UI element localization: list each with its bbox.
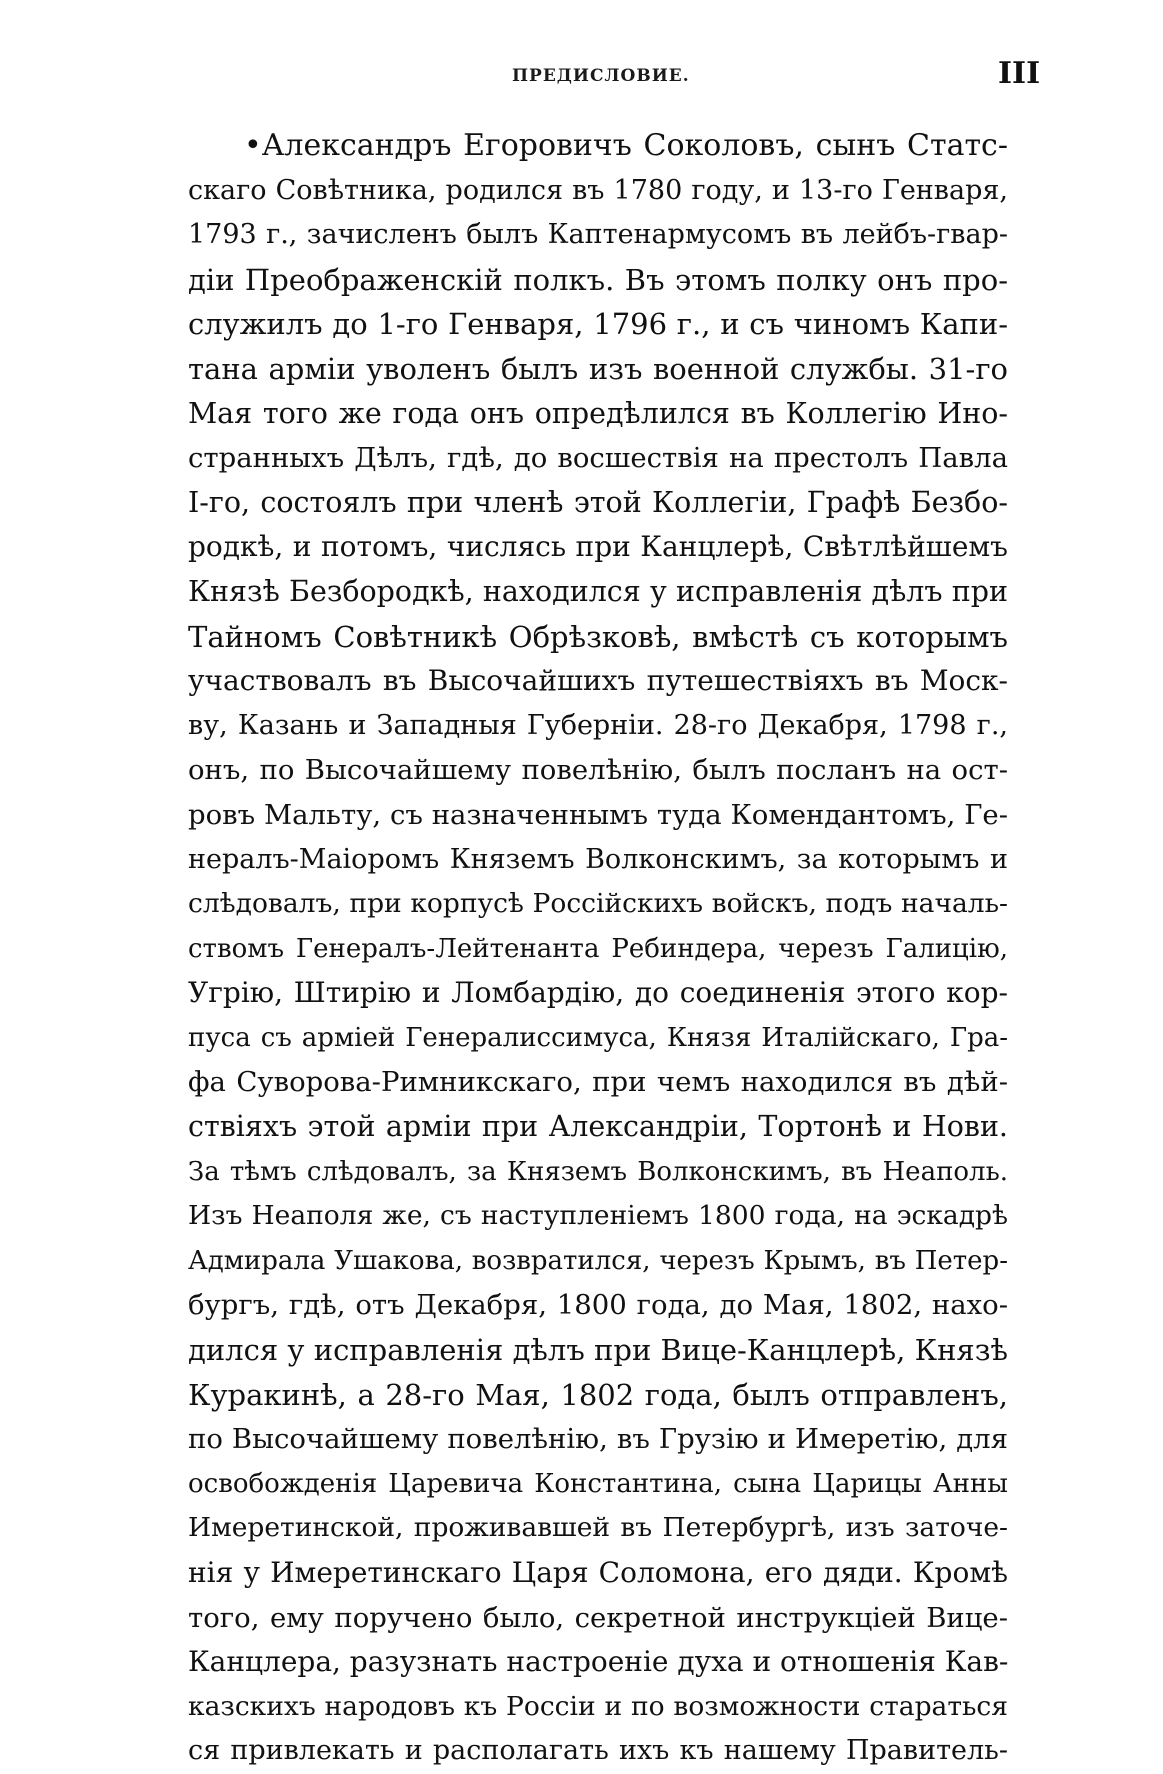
text-line: діи Преображенскій полкъ. Въ этомъ полку онъ про- <box>188 262 1008 297</box>
running-head: ПРЕДИСЛОВИЕ. <box>512 66 690 86</box>
text-line: Князѣ Безбородкѣ, находился у исправленія дѣлъ при <box>188 574 1008 608</box>
text-line: того, ему поручено было, секретной инструкціей Вице- <box>188 1601 1008 1634</box>
text-line: бургъ, гдѣ, отъ Декабря, 1800 года, до Мая, 1802, нахо- <box>188 1289 1008 1322</box>
text-line: служилъ до 1-го Генваря, 1796 г., и съ чиномъ Капи- <box>188 307 1008 342</box>
page-number: III <box>998 56 1041 91</box>
text-line: Адмирала Ушакова, возвратился, черезъ Крымъ, въ Петер- <box>188 1245 1008 1276</box>
text-line: онъ, по Высочайшему повелѣнію, былъ посланъ на ост- <box>188 754 1008 787</box>
text-line: ся привлекать и располагать ихъ къ нашему Правитель- <box>188 1735 1008 1767</box>
text-line: За тѣмъ слѣдовалъ, за Княземъ Волконскимъ, въ Неаполь. <box>188 1156 1008 1187</box>
text-line: освобожденія Царевича Константина, сына Царицы Анны <box>188 1468 1008 1499</box>
text-line: Угрію, Штирію и Ломбардію, до соединенія этого кор- <box>188 976 1008 1010</box>
text-line: нія у Имеретинскаго Царя Соломона, его дяди. Кромѣ <box>188 1556 1008 1589</box>
text-line: ствіяхъ этой арміи при Александріи, Тортонѣ и Нови. <box>188 1110 1008 1144</box>
text-line: 1793 г., зачисленъ былъ Каптенармусомъ въ лейбъ-гвар- <box>188 219 1008 251</box>
text-line: Имеретинской, проживавшей въ Петербургѣ, изъ заточе- <box>188 1512 1008 1544</box>
text-line: ровъ Мальту, съ назначеннымъ туда Комендантомъ, Ге- <box>188 798 1008 831</box>
text-line: тана арміи уволенъ былъ изъ военной службы. 31-го <box>188 351 1008 386</box>
text-line: Куракинѣ, а 28-го Мая, 1802 года, былъ отправленъ, <box>188 1377 1008 1412</box>
text-line: Канцлера, разузнать настроеніе духа и отношенія Кав- <box>188 1645 1008 1679</box>
text-line: слѣдовалъ, при корпусѣ Россійскихъ войскъ, подъ началь- <box>188 888 1008 920</box>
text-line: пуса съ арміей Генералиссимуса, Князя Италійскаго, Гра- <box>188 1022 1008 1053</box>
text-line: нералъ-Маіоромъ Княземъ Волконскимъ, за которымъ и <box>188 843 1008 875</box>
text-line: фа Суворова-Римникскаго, при чемъ находился въ дѣй- <box>188 1066 1008 1099</box>
text-line: родкѣ, и потомъ, числясь при Канцлерѣ, Свѣтлѣйшемъ <box>188 530 1008 564</box>
text-line: по Высочайшему повелѣнію, въ Грузію и Имеретію, для <box>188 1423 1008 1456</box>
text-line: участвовалъ въ Высочайшихъ путешествіяхъ въ Моск- <box>188 664 1008 698</box>
text-line: скаго Совѣтника, родился въ 1780 году, и 13-го Генваря, <box>188 174 1008 206</box>
text-line: Тайномъ Совѣтникѣ Обрѣзковѣ, вмѣстѣ съ которымъ <box>188 619 1008 654</box>
text-line: I-го, состоялъ при членѣ этой Коллегіи, Графѣ Безбо- <box>188 485 1008 519</box>
body-text <box>188 124 1008 1774</box>
text-line: Изъ Неаполя же, съ наступленіемъ 1800 года, на эскадрѣ <box>188 1200 1008 1232</box>
text-line: ву, Казань и Западныя Губерніи. 28-го Декабря, 1798 г., <box>188 709 1008 741</box>
text-line: казскихъ народовъ къ Россіи и по возможности стараться <box>188 1690 1008 1722</box>
text-line: странныхъ Дѣлъ, гдѣ, до восшествія на престолъ Павла <box>188 442 1008 475</box>
text-line: дился у исправленія дѣлъ при Вице-Канцлерѣ, Князѣ <box>188 1333 1008 1368</box>
text-line: •Александръ Егоровичъ Соколовъ, сынъ Статс- <box>244 128 1008 163</box>
text-line: ствомъ Генералъ-Лейтенанта Ребиндера, черезъ Галицію, <box>188 933 1008 964</box>
text-line: Мая того же года онъ опредѣлился въ Коллегію Ино- <box>188 396 1008 430</box>
